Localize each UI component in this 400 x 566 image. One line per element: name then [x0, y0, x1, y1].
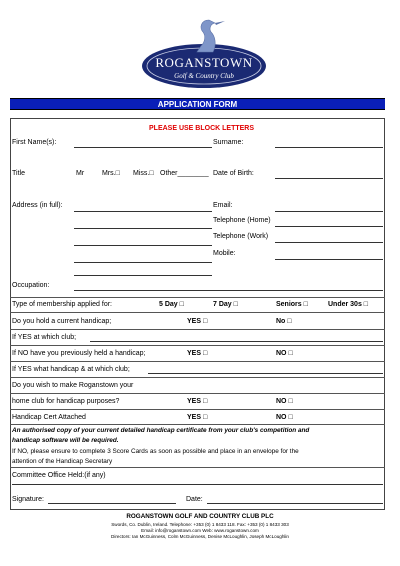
logo-name: ROGANSTOWN	[155, 55, 253, 70]
title-miss-option[interactable]: Miss.□	[133, 170, 154, 177]
tel-work-field[interactable]	[275, 242, 383, 243]
date-field[interactable]	[207, 503, 383, 504]
address-line-4[interactable]	[74, 262, 212, 263]
heron-crest-icon	[139, 14, 269, 94]
membership-label: Type of membership applied for:	[12, 301, 112, 308]
cert-attached-question: Handicap Cert Attached	[12, 414, 86, 421]
membership-7day-option[interactable]: 7 Day □	[213, 301, 238, 308]
tel-work-label: Telephone (Work)	[213, 233, 269, 240]
divider	[10, 329, 385, 330]
first-names-label: First Name(s):	[12, 139, 57, 146]
what-handicap-question: If YES what handicap & at which club;	[12, 366, 130, 373]
home-club-question-line-2: home club for handicap purposes?	[12, 398, 120, 405]
title-mrs-option[interactable]: Mrs.□	[102, 170, 120, 177]
note-line-4: attention of the Handicap Secretary	[12, 458, 113, 465]
club-logo	[139, 14, 269, 94]
divider	[10, 297, 385, 298]
divider	[10, 424, 385, 425]
first-names-field[interactable]	[74, 147, 212, 148]
instruction-text: PLEASE USE BLOCK LETTERS	[149, 125, 255, 132]
signature-field[interactable]	[48, 503, 176, 504]
logo-subtitle: Golf & Country Club	[174, 72, 234, 80]
committee-label: Committee Office Held:(if any)	[12, 472, 106, 479]
address-line-5[interactable]	[74, 275, 212, 276]
footer-company: ROGANSTOWN GOLF AND COUNTRY CLUB PLC	[126, 513, 274, 520]
dob-field[interactable]	[275, 178, 383, 179]
occupation-label: Occupation:	[12, 282, 50, 289]
footer-contact: Email: info@roganstown.com Web: www.roganstown.com	[141, 528, 259, 533]
note-line-2: handicap software will be required.	[12, 437, 119, 444]
previously-held-yes-checkbox[interactable]: YES □	[187, 350, 208, 357]
surname-field[interactable]	[275, 147, 383, 148]
home-club-no-checkbox[interactable]: NO □	[276, 398, 293, 405]
cert-no-checkbox[interactable]: NO □	[276, 414, 293, 421]
handicap-yes-checkbox[interactable]: YES □	[187, 318, 208, 325]
membership-5day-option[interactable]: 5 Day □	[159, 301, 184, 308]
home-club-yes-checkbox[interactable]: YES □	[187, 398, 208, 405]
occupation-field[interactable]	[74, 290, 383, 291]
address-label: Address (in full):	[12, 202, 63, 209]
email-field[interactable]	[275, 211, 383, 212]
home-club-question-line-1: Do you wish to make Roganstown your	[12, 382, 134, 389]
footer-address: Swords, Co. Dublin, Ireland. Telephone: +353 (0) 1 8433 118. Fax: +353 (0) 1 8433 303	[111, 522, 289, 527]
signature-label: Signature:	[12, 496, 44, 503]
mobile-field[interactable]	[275, 259, 383, 260]
address-line-3[interactable]	[74, 245, 212, 246]
surname-label: Surname:	[213, 139, 244, 146]
form-title-bar	[10, 98, 385, 110]
divider	[10, 393, 385, 394]
divider	[10, 377, 385, 378]
divider	[10, 345, 385, 346]
title-mr-option[interactable]: Mr	[76, 170, 85, 177]
committee-field[interactable]	[12, 484, 383, 485]
email-label: Email:	[213, 202, 233, 209]
tel-home-field[interactable]	[275, 226, 383, 227]
divider	[10, 409, 385, 410]
page-title: APPLICATION FORM	[157, 100, 238, 109]
title-label: Title	[12, 170, 25, 177]
membership-seniors-option[interactable]: Seniors □	[276, 301, 308, 308]
handicap-no-checkbox[interactable]: No □	[276, 318, 292, 325]
tel-home-label: Telephone (Home)	[213, 217, 271, 224]
note-line-3: If NO, please ensure to complete 3 Score Cards as soon as possible and place in an envelope for the	[12, 448, 299, 455]
title-other-option[interactable]: Other________	[160, 170, 209, 177]
membership-under30-option[interactable]: Under 30s □	[328, 301, 369, 308]
divider	[10, 467, 385, 468]
date-label: Date:	[186, 496, 203, 503]
address-line-2[interactable]	[74, 228, 212, 229]
footer-directors: Directors: Ian McGuinness, Colm McGuinness, Denise McLoughlin, Joseph McLoughlin	[111, 534, 289, 539]
yes-club-field[interactable]	[90, 341, 383, 342]
note-line-1: An authorised copy of your current detailed handicap certificate from your club's competition and	[12, 427, 310, 434]
divider	[10, 361, 385, 362]
handicap-question: Do you hold a current handicap;	[12, 318, 112, 325]
cert-yes-checkbox[interactable]: YES □	[187, 414, 208, 421]
previously-held-no-checkbox[interactable]: NO □	[276, 350, 293, 357]
mobile-label: Mobile:	[213, 250, 236, 257]
previously-held-question: If NO have you previously held a handicap;	[12, 350, 146, 357]
what-handicap-field[interactable]	[148, 373, 383, 374]
yes-club-question: If YES at which club;	[12, 334, 77, 341]
divider	[10, 312, 385, 313]
address-line-1[interactable]	[74, 211, 212, 212]
dob-label: Date of Birth:	[213, 170, 254, 177]
